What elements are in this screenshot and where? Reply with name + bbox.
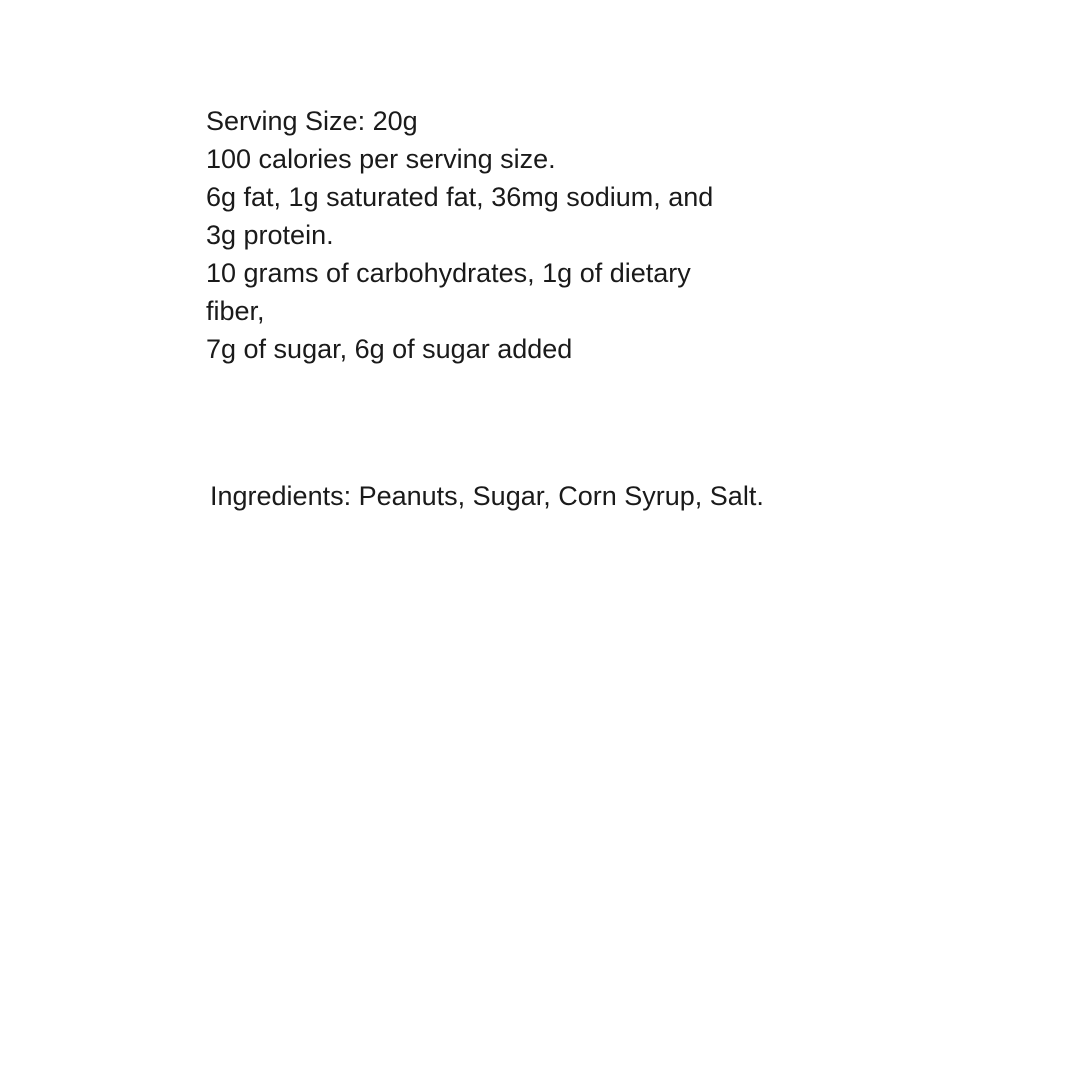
- calories-line: 100 calories per serving size.: [206, 144, 556, 174]
- fiber-line: fiber,: [206, 296, 265, 326]
- carbohydrates-line: 10 grams of carbohydrates, 1g of dietary: [206, 258, 691, 288]
- fat-sodium-line: 6g fat, 1g saturated fat, 36mg sodium, and: [206, 182, 714, 212]
- ingredients-text: Ingredients: Peanuts, Sugar, Corn Syrup, Salt.: [210, 481, 764, 511]
- nutrition-facts-block: [206, 102, 846, 368]
- serving-size-line: Serving Size: 20g: [206, 106, 418, 136]
- protein-line: 3g protein.: [206, 220, 334, 250]
- sugar-line: 7g of sugar, 6g of sugar added: [206, 334, 573, 364]
